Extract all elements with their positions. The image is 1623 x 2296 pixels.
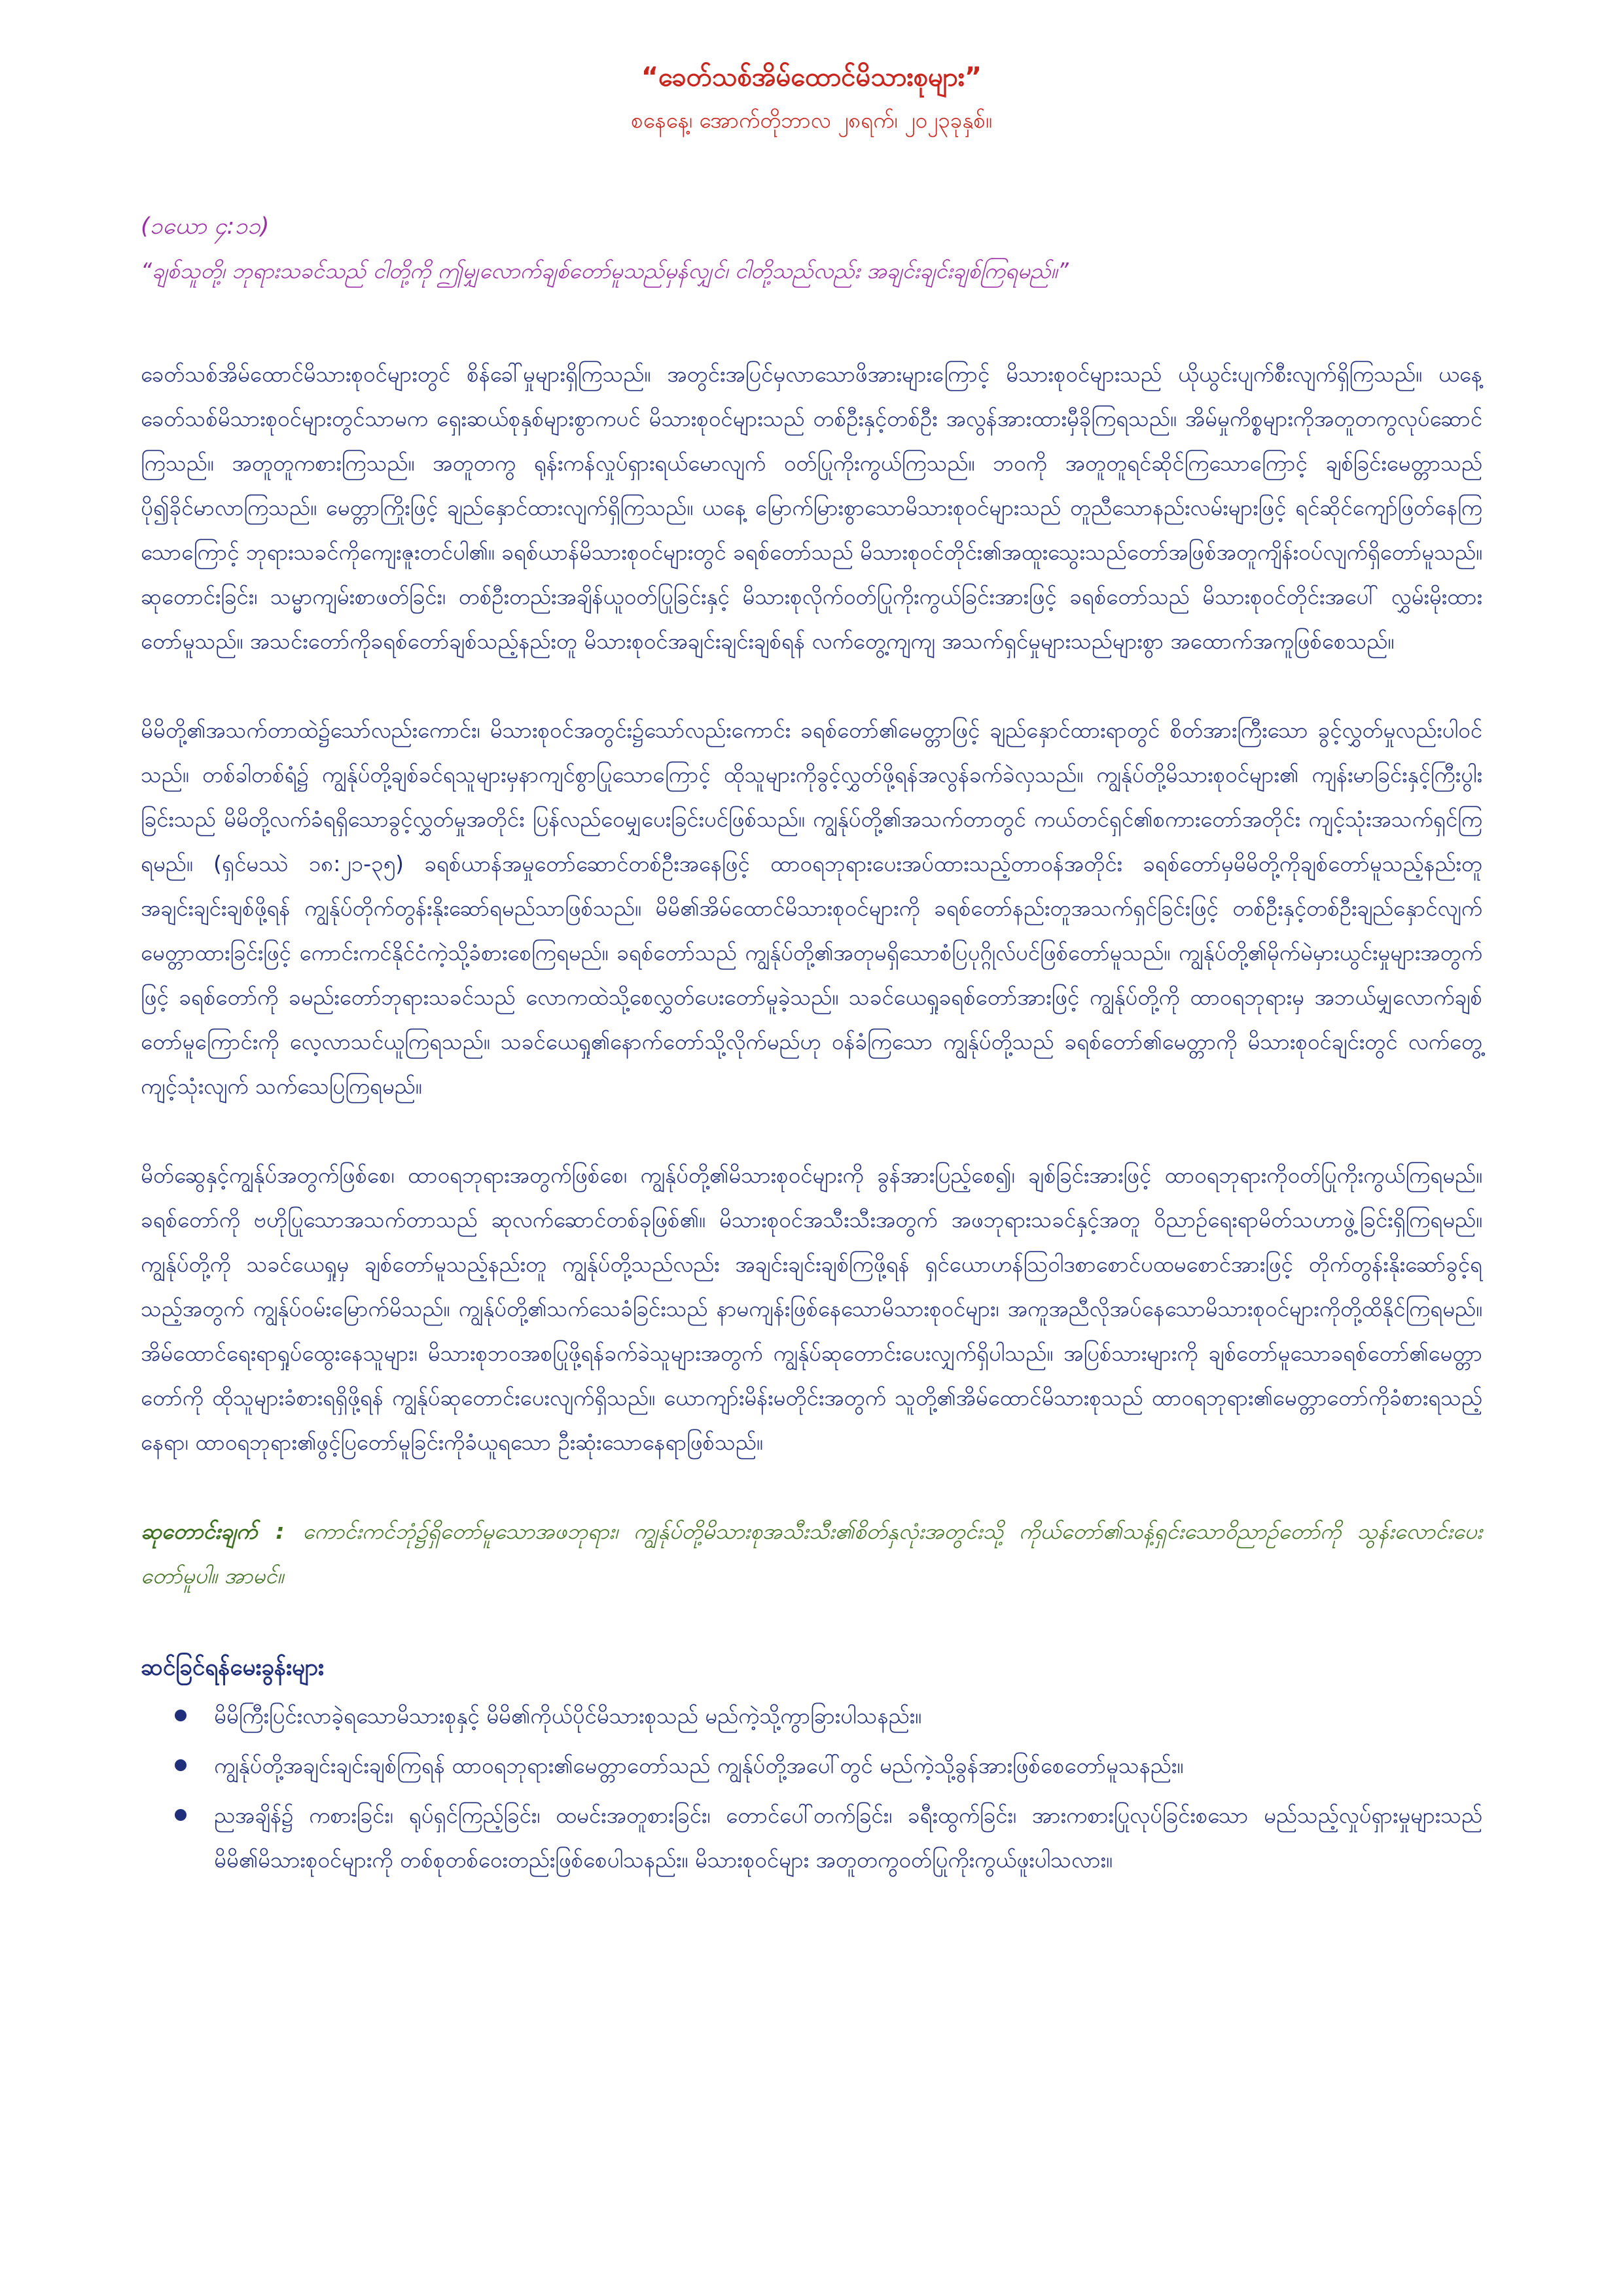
body-paragraph-1: ခေတ်သစ်အိမ်ထောင်မိသားစုဝင်များတွင် စိန်ခေါ်မှုများရှိကြသည်။ အတွင်းအပြင်မှလာသောဖိအားများကြောင့် မိသားစုဝင်များသည် ယိုယွင်းပျက်စီးလျက်ရှိကြသည်။ ယနေ့ခေတ်သစ်မိသားစုဝင်များတွင်သာမက ရှေးဆယ်စုနှစ်များစွာကပင် မိသားစုဝင်များသည် တစ်ဦးနှင့်တစ်ဦး အလွန်အားထားမှီခိုကြရသည်။ အိမ်မှုကိစ္စများကိုအတူတကွလုပ်ဆောင်ကြသည်။ အတူတူကစားကြသည်။ အတူတကွ ရုန်းကန်လှုပ်ရှားရယ်မောလျက် ဝတ်ပြုကိုးကွယ်ကြသည်။ ဘဝကို အတူတူရင်ဆိုင်ကြသောကြောင့် ချစ်ခြင်းမေတ္တာသည် ပို၍ခိုင်မာလာကြသည်။ မေတ္တာကြိုးဖြင့် ချည်နှောင်ထားလျက်ရှိကြသည်။ ယနေ့ မြောက်မြားစွာသောမိသားစုဝင်များသည် တူညီသောနည်းလမ်းများဖြင့် ရင်ဆိုင်ကျော်ဖြတ်နေကြသောကြောင့် ဘုရားသခင်ကိုကျေးဇူးတင်ပါ၏။ ခရစ်ယာန်မိသားစုဝင်များတွင် ခရစ်တော်သည် မိသားစုဝင်တိုင်း၏အထူးသွေးသည်တော်အဖြစ်အတူကျိန်းဝပ်လျက်ရှိတော်မူသည်။ ဆုတောင်းခြင်း၊ သမ္မာကျမ်းစာဖတ်ခြင်း၊ တစ်ဦးတည်းအချိန်ယူဝတ်ပြုခြင်းနှင့် မိသားစုလိုက်ဝတ်ပြုကိုးကွယ်ခြင်းအားဖြင့် ခရစ်တော်သည် မိသားစုဝင်တိုင်းအပေါ် လွှမ်းမိုးထားတော်မူသည်။ အသင်းတော်ကိုခရစ်တော်ချစ်သည့်နည်းတူ မိသားစုဝင်အချင်းချင်းချစ်ရန် လက်တွေ့ကျကျ အသက်ရှင်မှုများသည်များစွာ အထောက်အကူဖြစ်စေသည်။ <box>141 361 1482 654</box>
body-paragraph-3: မိတ်ဆွေနှင့်ကျွန်ုပ်အတွက်ဖြစ်စေ၊ ထာဝရဘုရားအတွက်ဖြစ်စေ၊ ကျွန်ုပ်တို့၏မိသားစုဝင်များကို ခွန်အားပြည့်စေ၍၊ ချစ်ခြင်းအားဖြင့် ထာဝရဘုရားကိုဝတ်ပြုကိုးကွယ်ကြရမည်။ ခရစ်တော်ကို ဗဟိုပြုသောအသက်တာသည် ဆုလက်ဆောင်တစ်ခုဖြစ်၏။ မိသားစုဝင်အသီးသီးအတွက် အဖဘုရားသခင်နှင့်အတူ ဝိညာဉ်ရေးရာမိတ်သဟာဖွဲ့ခြင်းရှိကြရမည်။ ကျွန်ုပ်တို့ကို သခင်ယေရှုမှ ချစ်တော်မူသည့်နည်းတူ ကျွန်ုပ်တို့သည်လည်း အချင်းချင်းချစ်ကြဖို့ရန် ရှင်ယောဟန်သြဝါဒစာစောင်ပထမစောင်အားဖြင့် တိုက်တွန်းနိုးဆော်ခွင့်ရသည့်အတွက် ကျွန်ုပ်ဝမ်းမြောက်မိသည်။ ကျွန်ုပ်တို့၏သက်သေခံခြင်းသည် နာမကျန်းဖြစ်နေသောမိသားစုဝင်များ၊ အကူအညီလိုအပ်နေသောမိသားစုဝင်များကိုတို့ထိနိုင်ကြရမည်။ အိမ်ထောင်ရေးရာရှုပ်ထွေးနေသူများ၊ မိသားစုဘဝအစပြုဖို့ရန်ခက်ခဲသူများအတွက် ကျွန်ုပ်ဆုတောင်းပေးလျှက်ရှိပါသည်။ အပြစ်သားများကို ချစ်တော်မူသောခရစ်တော်၏မေတ္တာတော်ကို ထိုသူများခံစားရရှိဖို့ရန် ကျွန်ုပ်ဆုတောင်းပေးလျက်ရှိသည်။ ယောကျာ်းမိန်းမတိုင်းအတွက် သူတို့၏အိမ်ထောင်မိသားစုသည် ထာဝရဘုရား၏မေတ္တာတော်ကိုခံစားရသည့်နေရာ၊ ထာဝရဘုရား၏ဖွင့်ပြတော်မူခြင်းကိုခံယူရသော ဦးဆုံးသောနေရာဖြစ်သည်။ <box>141 1162 1482 1455</box>
questions-heading: ဆင်ခြင်ရန်မေးခွန်းများ <box>141 1655 324 1681</box>
prayer-label: ဆုတောင်းချက် <box>141 1518 258 1544</box>
bullet-icon <box>175 1809 187 1821</box>
prayer-colon: : <box>276 1518 285 1544</box>
bullet-icon <box>175 1759 187 1771</box>
bullet-icon <box>175 1710 187 1721</box>
page-date: စနေနေ့၊ အောက်တိုဘာလ ၂၈ရက်၊ ၂၀၂၃ခုနှစ်။ <box>631 107 992 133</box>
question-text: မိမိကြီးပြင်းလာခဲ့ရသောမိသားစုနှင့် မိမိ၏ကိုယ်ပိုင်မိသားစုသည် မည်ကဲ့သို့ကွာခြားပါသနည်း။ <box>214 1703 921 1729</box>
list-item <box>141 1694 1482 1738</box>
verse-reference: (၁ယော ၄:၁၁) <box>141 213 270 240</box>
verse-text: “ချစ်သူတို့၊ ဘုရားသခင်သည် ငါတို့ကို ဤမျှလောက်ချစ်တော်မူသည်မှန်လျှင်၊ ငါတို့သည်လည်း အချင်းချင်းချစ်ကြရမည်။” <box>141 258 1069 283</box>
question-text: ညအချိန်၌ ကစားခြင်း၊ ရုပ်ရှင်ကြည့်ခြင်း၊ ထမင်းအတူစားခြင်း၊ တောင်ပေါ်တက်ခြင်း၊ ခရီးထွက်ခြင်း၊ အားကစားပြုလုပ်ခြင်းစသော မည်သည့်လှုပ်ရှားမှုများသည် မိမိ၏မိသားစုဝင်များကို တစ်စုတစ်ဝေးတည်းဖြစ်စေပါသနည်း။ မိသားစုဝင်များ အတူတကွဝတ်ပြုကိုးကွယ်ဖူးပါသလား။ <box>214 1803 1482 1873</box>
prayer <box>141 1509 1482 1598</box>
page-title: “ခေတ်သစ်အိမ်ထောင်မိသားစုများ” <box>641 62 982 92</box>
list-item <box>141 1744 1482 1788</box>
prayer-text: ကောင်းကင်ဘုံ၌ရှိတော်မူသောအဖဘုရား၊ ကျွန်ုပ်တို့မိသားစုအသီးသီး၏စိတ်နှလုံးအတွင်းသို့ ကိုယ်တော်၏သန့်ရှင်းသောဝိညာဉ်တော်ကို သွန်းလောင်းပေးတော်မူပါ။ အာမင်။ <box>141 1518 1482 1588</box>
body-paragraph-2: မိမိတို့၏အသက်တာထဲ၌သော်လည်းကောင်း၊ မိသားစုဝင်အတွင်း၌သော်လည်းကောင်း ခရစ်တော်၏မေတ္တာဖြင့် ချည်နှောင်ထားရာတွင် စိတ်အားကြီးသော ခွင့်လွှတ်မှုလည်းပါဝင်သည်။ တစ်ခါတစ်ရံ၌ ကျွန်ုပ်တို့ချစ်ခင်ရသူများမှနာကျင်စွာပြုသောကြောင့် ထိုသူများကိုခွင့်လွှတ်ဖို့ရန်အလွန်ခက်ခဲလှသည်။ ကျွန်ုပ်တို့မိသားစုဝင်များ၏ ကျန်းမာခြင်းနှင့်ကြီးပွါးခြင်းသည် မိမိတို့လက်ခံရရှိသောခွင့်လွှတ်မှုအတိုင်း ပြန်လည်ဝေမျှပေးခြင်းပင်ဖြစ်သည်။ ကျွန်ုပ်တို့၏အသက်တာတွင် ကယ်တင်ရှင်၏စကားတော်အတိုင်း ကျင့်သုံးအသက်ရှင်ကြရမည်။ (ရှင်မဿဲ ၁၈:၂၁-၃၅) ခရစ်ယာန်အမှုတော်ဆောင်တစ်ဦးအနေဖြင့် ထာဝရဘုရားပေးအပ်ထားသည့်တာဝန်အတိုင်း ခရစ်တော်မှမိမိတို့ကိုချစ်တော်မူသည့်နည်းတူ အချင်းချင်းချစ်ဖို့ရန် ကျွန်ုပ်တိုက်တွန်းနိုးဆော်ရမည်သာဖြစ်သည်။ မိမိ၏အိမ်ထောင်မိသားစုဝင်များကို ခရစ်တော်နည်းတူအသက်ရှင်ခြင်းဖြင့် တစ်ဦးနှင့်တစ်ဦးချည်နှောင်လျက် မေတ္တာထားခြင်းဖြင့် ကောင်းကင်နိုင်ငံကဲ့သို့ခံစားစေကြရမည်။ ခရစ်တော်သည် ကျွန်ုပ်တို့၏အတုမရှိသောစံပြပုဂ္ဂိုလ်ပင်ဖြစ်တော်မူသည်။ ကျွန်ုပ်တို့၏မိုက်မဲမှားယွင်းမှုများအတွက်ဖြင့် ခရစ်တော်ကို ခမည်းတော်ဘုရားသခင်သည် လောကထဲသို့စေလွှတ်ပေးတော်မူခဲ့သည်။ သခင်ယေရှုခရစ်တော်အားဖြင့် ကျွန်ုပ်တို့ကို ထာဝရဘုရားမှ အဘယ်မျှလောက်ချစ်တော်မူကြောင်းကို လေ့လာသင်ယူကြရသည်။ သခင်ယေရှု၏နောက်တော်သို့လိုက်မည်ဟု ဝန်ခံကြသော ကျွန်ုပ်တို့သည် ခရစ်တော်၏မေတ္တာကို မိသားစုဝင်ချင်းတွင် လက်တွေ့ကျင့်သုံးလျက် သက်သေပြကြရမည်။ <box>141 717 1482 1099</box>
question-text: ကျွန်ုပ်တို့အချင်းချင်းချစ်ကြရန် ထာဝရဘုရား၏မေတ္တာတော်သည် ကျွန်ုပ်တို့အပေါ်တွင် မည်ကဲ့သို့ခွန်အားဖြစ်စေတော်မူသနည်း။ <box>214 1753 1184 1778</box>
list-item <box>141 1793 1482 1882</box>
questions-list <box>141 1694 1482 1882</box>
